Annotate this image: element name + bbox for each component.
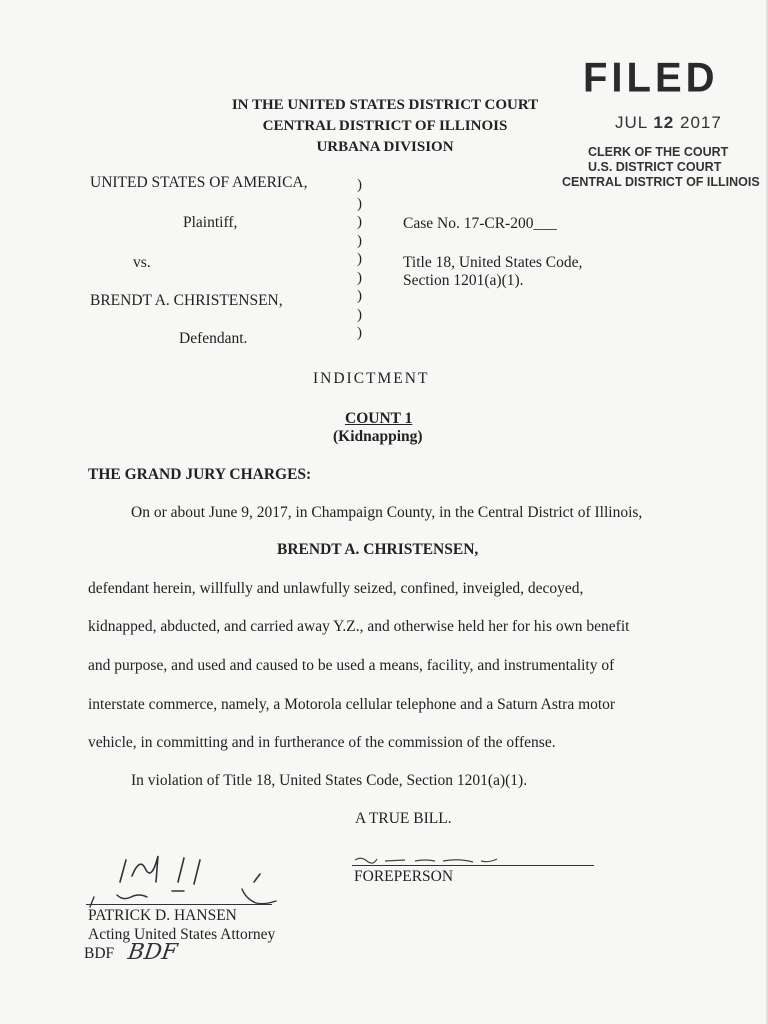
attorney-title: Acting United States Attorney — [88, 926, 276, 943]
handwritten-initials: BDF — [126, 940, 179, 965]
charge-line-1: defendant herein, willfully and unlawfully seized, confined, inveigled, decoyed, — [88, 580, 584, 597]
case-number: Case No. 17-CR-200___ — [403, 215, 557, 232]
plaintiff-role: Plaintiff, — [183, 214, 238, 231]
indictment-heading: INDICTMENT — [313, 370, 430, 387]
charge-line-2: kidnapped, abducted, and carried away Y.Z., and otherwise held her for his own benefit — [88, 618, 630, 635]
caption-parens: ) ) ) ) ) ) ) ) ) — [357, 177, 362, 341]
court-name: IN THE UNITED STATES DISTRICT COURT — [231, 97, 539, 113]
attorney-signature — [110, 852, 280, 888]
filed-stamp: FILED — [583, 54, 719, 102]
defendant-name: BRENDT A. CHRISTENSEN, — [90, 292, 283, 309]
foreperson-label: FOREPERSON — [354, 868, 454, 885]
stamp-date-day: 12 — [653, 113, 675, 132]
charge-line-3: and purpose, and used and caused to be used a means, facility, and instrumentality of — [88, 657, 615, 674]
charge-line-4: interstate commerce, namely, a Motorola cellular telephone and a Saturn Astra motor — [88, 696, 616, 713]
attorney-name: PATRICK D. HANSEN — [88, 907, 237, 924]
stamp-date-year: 2017 — [680, 113, 722, 132]
defendant-bold: BRENDT A. CHRISTENSEN, — [277, 541, 479, 558]
stamp-date-month: JUL — [615, 113, 648, 132]
defendant-role: Defendant. — [179, 330, 248, 347]
court-header — [200, 95, 570, 158]
initials-label: BDF — [84, 945, 115, 962]
plaintiff-name: UNITED STATES OF AMERICA, — [90, 174, 308, 191]
grand-jury-charges: THE GRAND JURY CHARGES: — [88, 466, 312, 483]
foreperson-signature-line — [352, 865, 594, 866]
versus: vs. — [133, 254, 151, 271]
charge-line-5: vehicle, in committing and in furtherance of the commission of the offense. — [88, 734, 556, 751]
statute-line-1: Title 18, United States Code, — [403, 254, 583, 271]
violation-line: In violation of Title 18, United States Code, Section 1201(a)(1). — [131, 772, 528, 789]
court-division: URBANA DIVISION — [316, 139, 454, 155]
count-subtitle: (Kidnapping) — [333, 428, 423, 445]
opening-line: On or about June 9, 2017, in Champaign County, in the Central District of Illinois, — [131, 504, 643, 521]
stamp-date — [615, 113, 722, 133]
court-district: CENTRAL DISTRICT OF ILLINOIS — [262, 118, 508, 134]
stamp-clerk-line: CLERK OF THE COURT — [588, 145, 729, 159]
stamp-court-line: U.S. DISTRICT COURT — [588, 160, 722, 174]
true-bill: A TRUE BILL. — [355, 810, 452, 827]
statute-line-2: Section 1201(a)(1). — [403, 272, 524, 289]
stamp-district-line: CENTRAL DISTRICT OF ILLINOIS — [562, 175, 760, 189]
count-heading: COUNT 1 — [345, 410, 413, 427]
attorney-signature-line — [86, 904, 272, 905]
